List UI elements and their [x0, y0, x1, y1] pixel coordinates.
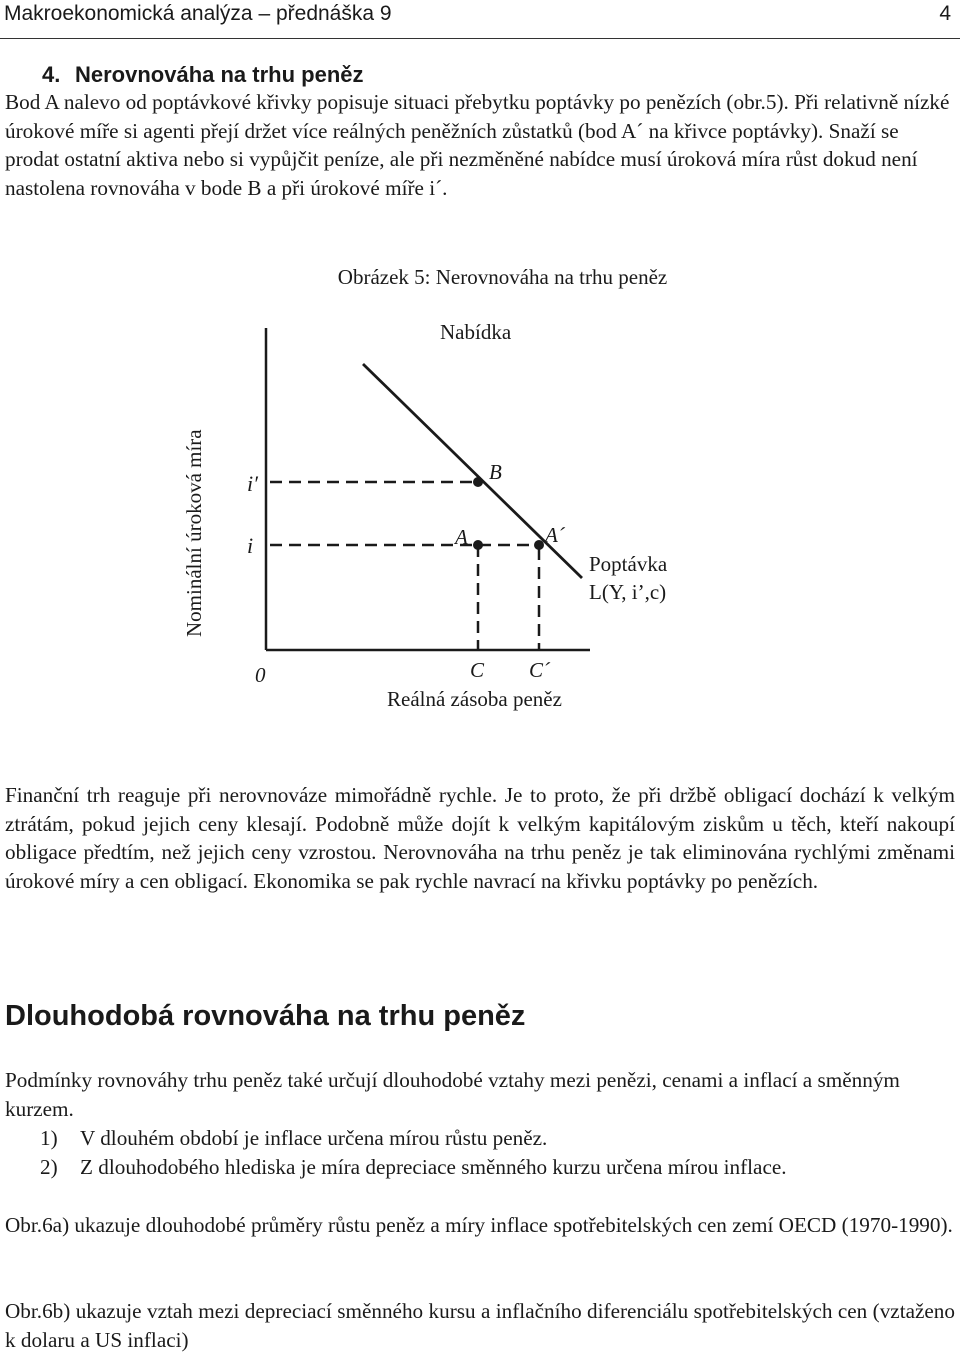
list-item-text: Z dlouhodobého hlediska je míra depreciace směnného kurzu určena mírou inflace. [80, 1154, 787, 1179]
list-item-text: V dlouhém období je inflace určena mírou růstu peněz. [80, 1126, 548, 1150]
header-divider [0, 38, 960, 39]
point-a-prime-label: A´ [545, 523, 565, 547]
section-number: 4. [42, 62, 61, 87]
page-number: 4 [939, 2, 951, 25]
section-heading [42, 62, 364, 88]
y-tick-i-prime: i′ [247, 471, 258, 496]
supply-label: Nabídka [440, 320, 512, 344]
point-a-marker [473, 540, 483, 550]
header-title: Makroekonomická analýza – přednáška 9 [4, 2, 392, 25]
section-title: Nerovnováha na trhu peněz [75, 62, 364, 87]
figure-caption: Obrázek 5: Nerovnováha na trhu peněz [337, 265, 668, 289]
intro-paragraph: Bod A nalevo od poptávkové křivky popisuje situaci přebytku poptávky po penězích (obr.5). Při relativně nízké úrokové míře si agenti přejí držet více reálných peněžních zůstatků (bod A´ na křivce poptávky). Snaží se prodat ostatní aktiva nebo si vypůjčit peníze, ale při nezměněné nabídce musí úroková míra růst dokud není nastolena rovnováha v bode B a při úrokové míře i´. [5, 90, 950, 201]
list-item [40, 1153, 950, 1182]
list-item-number: 2) [40, 1154, 58, 1179]
list-item [40, 1124, 950, 1153]
money-market-diagram [0, 300, 960, 720]
financial-market-paragraph: Finanční trh reaguje při nerovnováze mimořádně rychle. Je to proto, že při držbě obligací dochází k velkým ztrátám, pokud jejich ceny klesají. Podobně může dojít k velkým kapitálovým ziskům u těch, kteří nakoupí obligace předtím, než jejich ceny vzrostou. Nerovnováha na trhu peněz je tak eliminována rychlými změnami úrokové míry a cen obligací. Ekonomika se pak rychle navrací na křivku poptávky po penězích. [5, 783, 955, 894]
origin-label: 0 [255, 663, 266, 687]
figure-6a-paragraph: Obr.6a) ukazuje dlouhodobé průměry růstu peněz a míry inflace spotřebitelských cen zemí OECD (1970-1990). [5, 1213, 953, 1237]
x-tick-c-prime: C´ [529, 658, 550, 682]
y-axis-label: Nominální úroková míra [182, 429, 206, 637]
point-b-marker [473, 477, 483, 487]
point-a-label: A [455, 525, 468, 549]
x-axis-label: Reálná zásoba peněz [387, 687, 562, 711]
demand-label-line1: Poptávka [589, 552, 668, 576]
list-item-number: 1) [40, 1126, 58, 1150]
section2-intro: Podmínky rovnováhy trhu peněz také určují dlouhodobé vztahy mezi penězi, cenami a inflací a směnným kurzem. [5, 1068, 900, 1121]
point-b-label: B [489, 460, 502, 484]
conditions-list [40, 1124, 950, 1181]
point-a-prime-marker [534, 540, 544, 550]
figure-6b-paragraph: Obr.6b) ukazuje vztah mezi depreciací směnného kursu a inflačního diferenciálu spotřebitelských cen (vztaženo k dolaru a US inflaci) [5, 1299, 955, 1352]
x-tick-c: C [470, 658, 485, 682]
y-tick-i: i [247, 533, 254, 558]
section2-heading: Dlouhodobá rovnováha na trhu peněz [5, 1000, 526, 1032]
demand-label-line2: L(Y, i’,c) [589, 580, 667, 604]
